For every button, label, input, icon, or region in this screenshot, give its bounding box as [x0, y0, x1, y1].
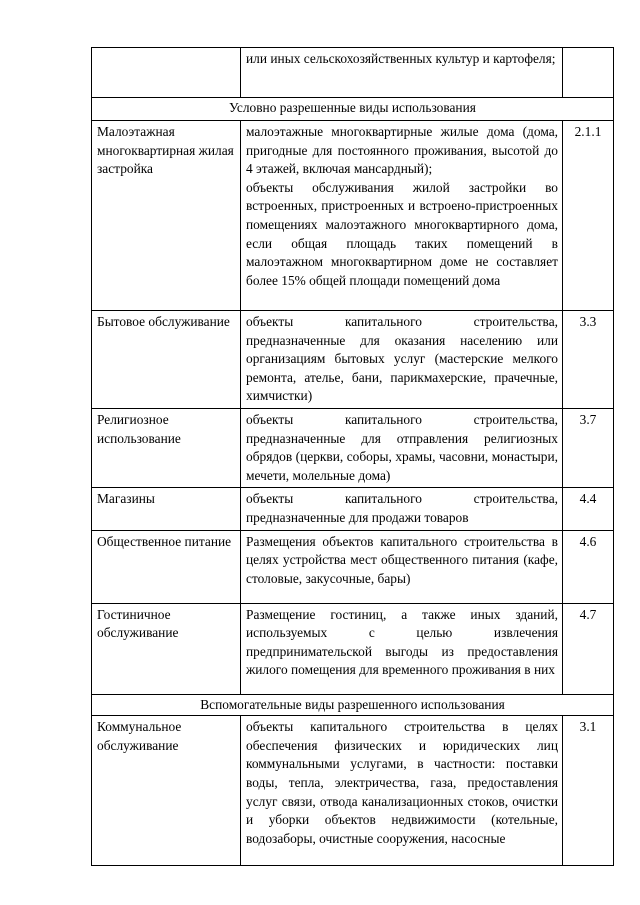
description-paragraph: или иных сельскохозяйственных культур и картофеля;	[246, 51, 556, 66]
use-type-description	[241, 311, 563, 409]
use-type-name	[92, 48, 241, 98]
use-type-name: Коммунальное обслуживание	[92, 716, 241, 866]
table-row	[92, 716, 614, 866]
description-paragraph: Размещения объектов капитального строительства в целях устройства мест общественного питания (кафе, столовые, закусочные, бары)	[246, 533, 558, 586]
description-paragraph: объекты обслуживания жилой застройки во встроенных, пристроенных и встроено-пристроенных помещениях малоэтажного многоквартирного дома, если общая площадь таких помещений в малоэтажном многоквартирном доме не составляет более 15% общей площади помещений дома	[246, 179, 558, 288]
use-type-description	[241, 716, 563, 866]
section-title: Условно разрешенные виды использования	[92, 98, 614, 121]
section-title: Вспомогательные виды разрешенного использования	[92, 694, 614, 716]
use-type-name: Общественное питание	[92, 530, 241, 603]
description-paragraph: объекты капитального строительства, предназначенные для оказания населению или организациям бытовых услуг (мастерские мелкого ремонта, ателье, бани, парикмахерские, прачечные, химчистки)	[246, 314, 558, 404]
table-row	[92, 530, 614, 603]
table-row	[92, 121, 614, 311]
use-type-name: Магазины	[92, 488, 241, 530]
use-type-description	[241, 408, 563, 487]
use-type-description	[241, 530, 563, 603]
use-type-code: 3.1	[563, 716, 614, 866]
description-paragraph: объекты капитального строительства, предназначенные для отправления религиозных обрядов (церкви, соборы, храмы, часовни, монастыри, мечети, молельные дома)	[246, 411, 558, 483]
use-type-code	[563, 48, 614, 98]
use-type-code: 4.7	[563, 603, 614, 694]
table-row	[92, 311, 614, 409]
use-type-description	[241, 121, 563, 311]
use-type-code: 3.3	[563, 311, 614, 409]
use-type-description	[241, 48, 563, 98]
use-type-name: Гостиничное обслуживание	[92, 603, 241, 694]
use-type-code: 4.4	[563, 488, 614, 530]
description-paragraph: объекты капитального строительства, предназначенные для продажи товаров	[246, 491, 558, 525]
use-type-name: Бытовое обслуживание	[92, 311, 241, 409]
use-type-name: Религиозное использование	[92, 408, 241, 487]
use-type-code: 2.1.1	[563, 121, 614, 311]
description-paragraph: Размещение гостиниц, а также иных зданий, используемых с целью извлечения предпринимательской выгоды из предоставления жилого помещения для временного проживания в них	[246, 606, 558, 678]
use-type-code: 4.6	[563, 530, 614, 603]
table-row	[92, 603, 614, 694]
table-body	[92, 48, 614, 866]
table-row	[92, 408, 614, 487]
description-paragraph: малоэтажные многоквартирные жилые дома (дома, пригодные для постоянного проживания, высотой до 4 этажей, включая мансардный);	[246, 124, 558, 177]
section-header-row	[92, 98, 614, 121]
use-type-name: Малоэтажная многоквартирная жилая застройка	[92, 121, 241, 311]
use-type-code: 3.7	[563, 408, 614, 487]
use-type-description	[241, 603, 563, 694]
use-type-description	[241, 488, 563, 530]
table-row	[92, 48, 614, 98]
table-row	[92, 488, 614, 530]
description-paragraph: объекты капитального строительства в целях обеспечения физических и юридических лиц коммунальными услугами, в частности: поставки воды, тепла, электричества, газа, предоставления услуг связи, отвода канализационных стоков, очистки и уборки объектов недвижимости (котельные, водозаборы, очистные сооружения, насосные	[246, 719, 558, 846]
section-header-row	[92, 694, 614, 716]
land-use-table	[91, 47, 614, 866]
